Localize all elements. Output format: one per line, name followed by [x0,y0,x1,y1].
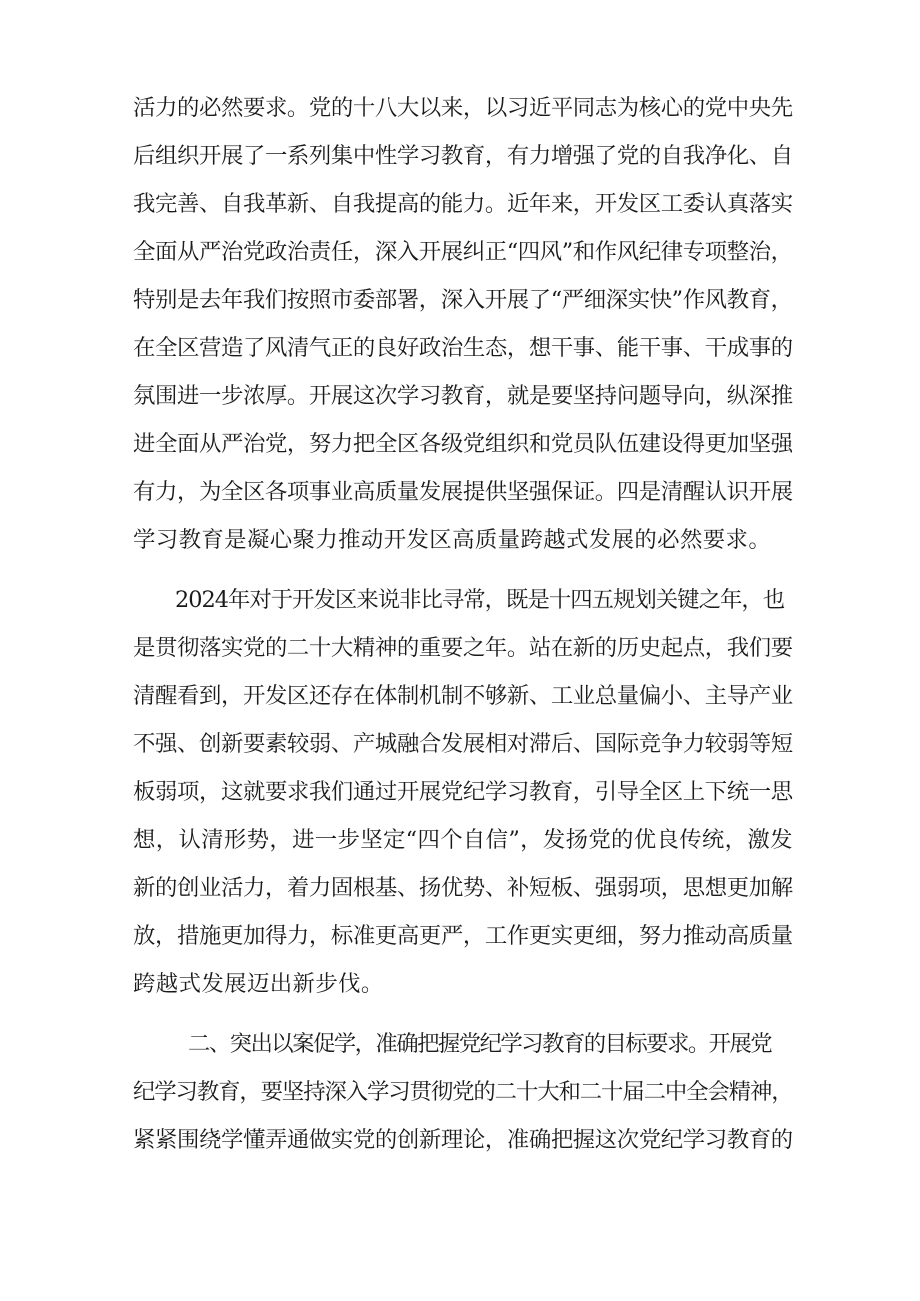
text-line: 是贯彻落实党的二十大精神的重要之年。站在新的历史起点，我们要 [133,635,793,661]
text-line: 纪学习教育，要坚持深入学习贯彻党的二十大和二十届二中全会精神， [133,1079,793,1105]
text-line: 学习教育是凝心聚力推动开发区高质量跨越式发展的必然要求。 [133,527,772,553]
text-line: 板弱项，这就要求我们通过开展党纪学习教育，引导全区上下统一思 [133,779,793,805]
text-line: 紧紧围绕学懂弄通做实党的创新理论，准确把握这次党纪学习教育的 [133,1127,793,1153]
text-line: 清醒看到，开发区还存在体制机制不够新、工业总量偏小、主导产业 [133,683,793,709]
text-line: 全面从严治党政治责任，深入开展纠正“四风”和作风纪律专项整治， [133,239,793,265]
text-line: 不强、创新要素较弱、产城融合发展相对滞后、国际竞争力较弱等短 [133,731,793,757]
text-line: 进全面从严治党，努力把全区各级党组织和党员队伍建设得更加坚强 [133,431,793,457]
text-line: 氛围进一步浓厚。开展这次学习教育，就是要坚持问题导向，纵深推 [133,383,793,409]
text-line: 放，措施更加得力，标准更高更严，工作更实更细，努力推动高质量 [133,923,793,949]
text-line: 跨越式发展迈出新步伐。 [133,971,384,997]
text-line: 在全区营造了风清气正的良好政治生态，想干事、能干事、干成事的 [133,335,793,361]
text-line: 后组织开展了一系列集中性学习教育，有力增强了党的自我净化、自 [133,143,793,169]
text-line: 新的创业活力，着力固根基、扬优势、补短板、强弱项，思想更加解 [133,875,793,901]
text-line: 有力，为全区各项事业高质量发展提供坚强保证。四是清醒认识开展 [133,479,793,505]
text-line: 我完善、自我革新、自我提高的能力。近年来，开发区工委认真落实 [133,191,793,217]
text-line: 想，认清形势，进一步坚定“四个自信”，发扬党的优良传统，激发 [133,827,793,853]
text-line: 2024年对于开发区来说非比寻常，既是十四五规划关键之年，也 [175,587,785,613]
text-line: 二、突出以案促学，准确把握党纪学习教育的目标要求。开展党 [188,1031,772,1057]
text-line: 活力的必然要求。党的十八大以来，以习近平同志为核心的党中央先 [133,95,793,121]
text-line: 特别是去年我们按照市委部署，深入开展了“严细深实快”作风教育， [133,287,793,313]
